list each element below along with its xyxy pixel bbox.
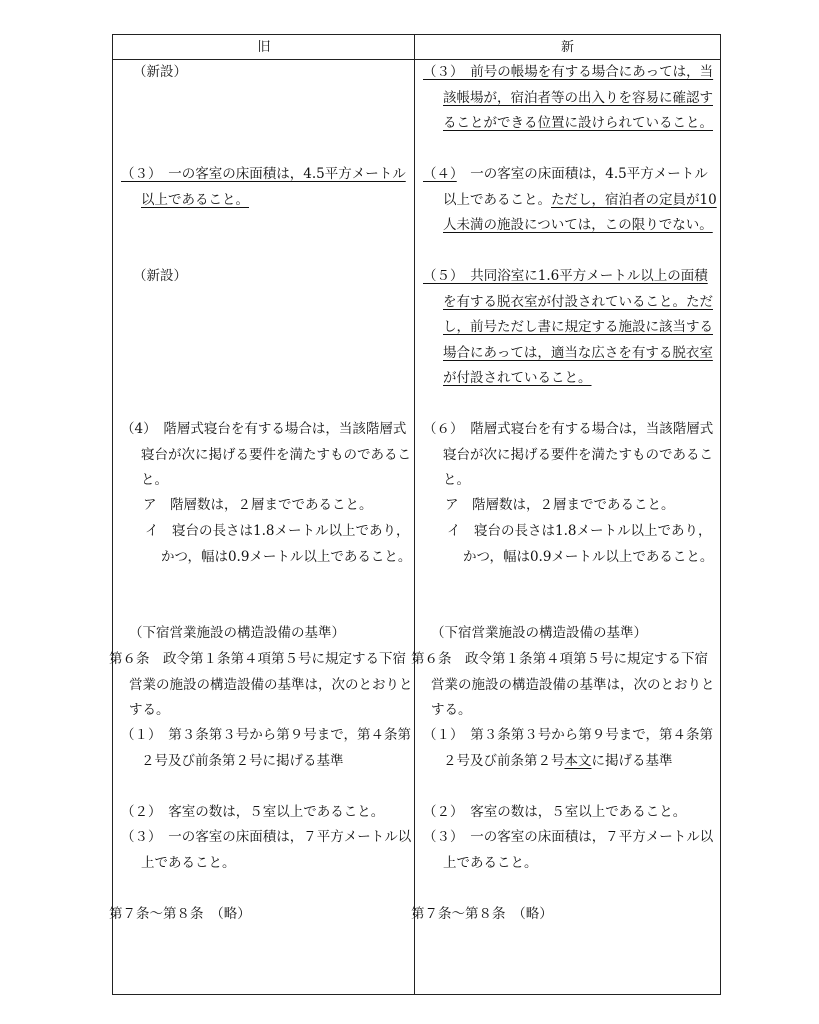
new-item-6-a: ア 階層数は，２層までであること。 xyxy=(445,497,675,513)
new-article-6-item-3: （３） 一の客室の床面積は，７平方メートル以上であること。 xyxy=(423,829,714,871)
new-article-6-item-1-text: （１） 第３条第３号から第９号まで，第４条第２号及び前条第２号 xyxy=(423,727,713,769)
new-article-6-item-2: （２） 客室の数は，５室以上であること。 xyxy=(423,804,687,820)
new-item-4-text: 一の客室の床面積は，4.5平方メートル以上であること。 xyxy=(443,166,708,208)
old-item-4-bunk: （4） 階層式寝台を有する場合は，当該階層式寝台が次に掲げる要件を満たすものであること。 xyxy=(121,421,411,488)
new-column-header: 新 xyxy=(415,35,720,60)
new-article-6-item-1-main-text: 本文 xyxy=(564,752,592,769)
old-section-heading: （下宿営業施設の構造設備の基準） xyxy=(129,625,345,641)
new-article-6: 第６条 政令第１条第４項第５号に規定する下宿営業の施設の構造設備の基準は，次のとおりとする。 xyxy=(411,651,715,718)
old-articles-7-8: 第７条～第８条 （略） xyxy=(109,906,251,922)
new-item-4-proviso: ただし，宿泊者の定員が10人未満の施設については，この限りでない。 xyxy=(443,191,717,233)
old-article-6: 第６条 政令第１条第４項第５号に規定する下宿営業の施設の構造設備の基準は，次のとおりとする。 xyxy=(109,651,413,718)
new-item-4-number: （４） xyxy=(423,166,457,182)
old-item-4-b: イ 寝台の長さは1.8メートル以上であり，かつ，幅は0.9メートル以上であること。 xyxy=(145,523,412,565)
old-new-establishment-1: （新設） xyxy=(133,64,187,80)
new-section-heading: （下宿営業施設の構造設備の基準） xyxy=(431,625,647,641)
new-articles-7-8: 第７条～第８条 （略） xyxy=(411,906,553,922)
comparison-table xyxy=(109,34,721,995)
new-item-5-dressing-room: （５） 共同浴室に1.6平方メートル以上の面積を有する脱衣室が付設されていること。ただし，前号ただし書に規定する施設に該当する場合にあっては，適当な広さを有する脱衣室が付設されていること。 xyxy=(423,268,713,386)
old-article-6-item-3: （３） 一の客室の床面積は，７平方メートル以上であること。 xyxy=(121,829,412,871)
old-new-establishment-2: （新設） xyxy=(133,268,187,284)
old-item-3-floor-area: （３） 一の客室の床面積は，4.5平方メートル以上であること。 xyxy=(121,166,406,208)
new-item-3-front-desk: （３） 前号の帳場を有する場合にあっては，当該帳場が，宿泊者等の出入りを容易に確認することができる位置に設けられていること。 xyxy=(423,64,714,131)
old-article-6-item-1: （１） 第３条第３号から第９号まで，第４条第２号及び前条第２号に掲げる基準 xyxy=(121,727,411,769)
new-article-6-item-1-tail: に掲げる基準 xyxy=(591,752,673,769)
new-article-6-item-1 xyxy=(415,723,720,774)
new-item-6-b: イ 寝台の長さは1.8メートル以上であり，かつ，幅は0.9メートル以上であること。 xyxy=(447,523,714,565)
old-column-header: 旧 xyxy=(113,35,415,60)
old-item-4-a: ア 階層数は，２層までであること。 xyxy=(143,497,373,513)
new-item-6-bunk: （６） 階層式寝台を有する場合は，当該階層式寝台が次に掲げる要件を満たすものであること。 xyxy=(423,421,714,488)
new-item-4-floor-area xyxy=(415,162,720,239)
old-article-6-item-2: （２） 客室の数は，５室以上であること。 xyxy=(121,804,385,820)
